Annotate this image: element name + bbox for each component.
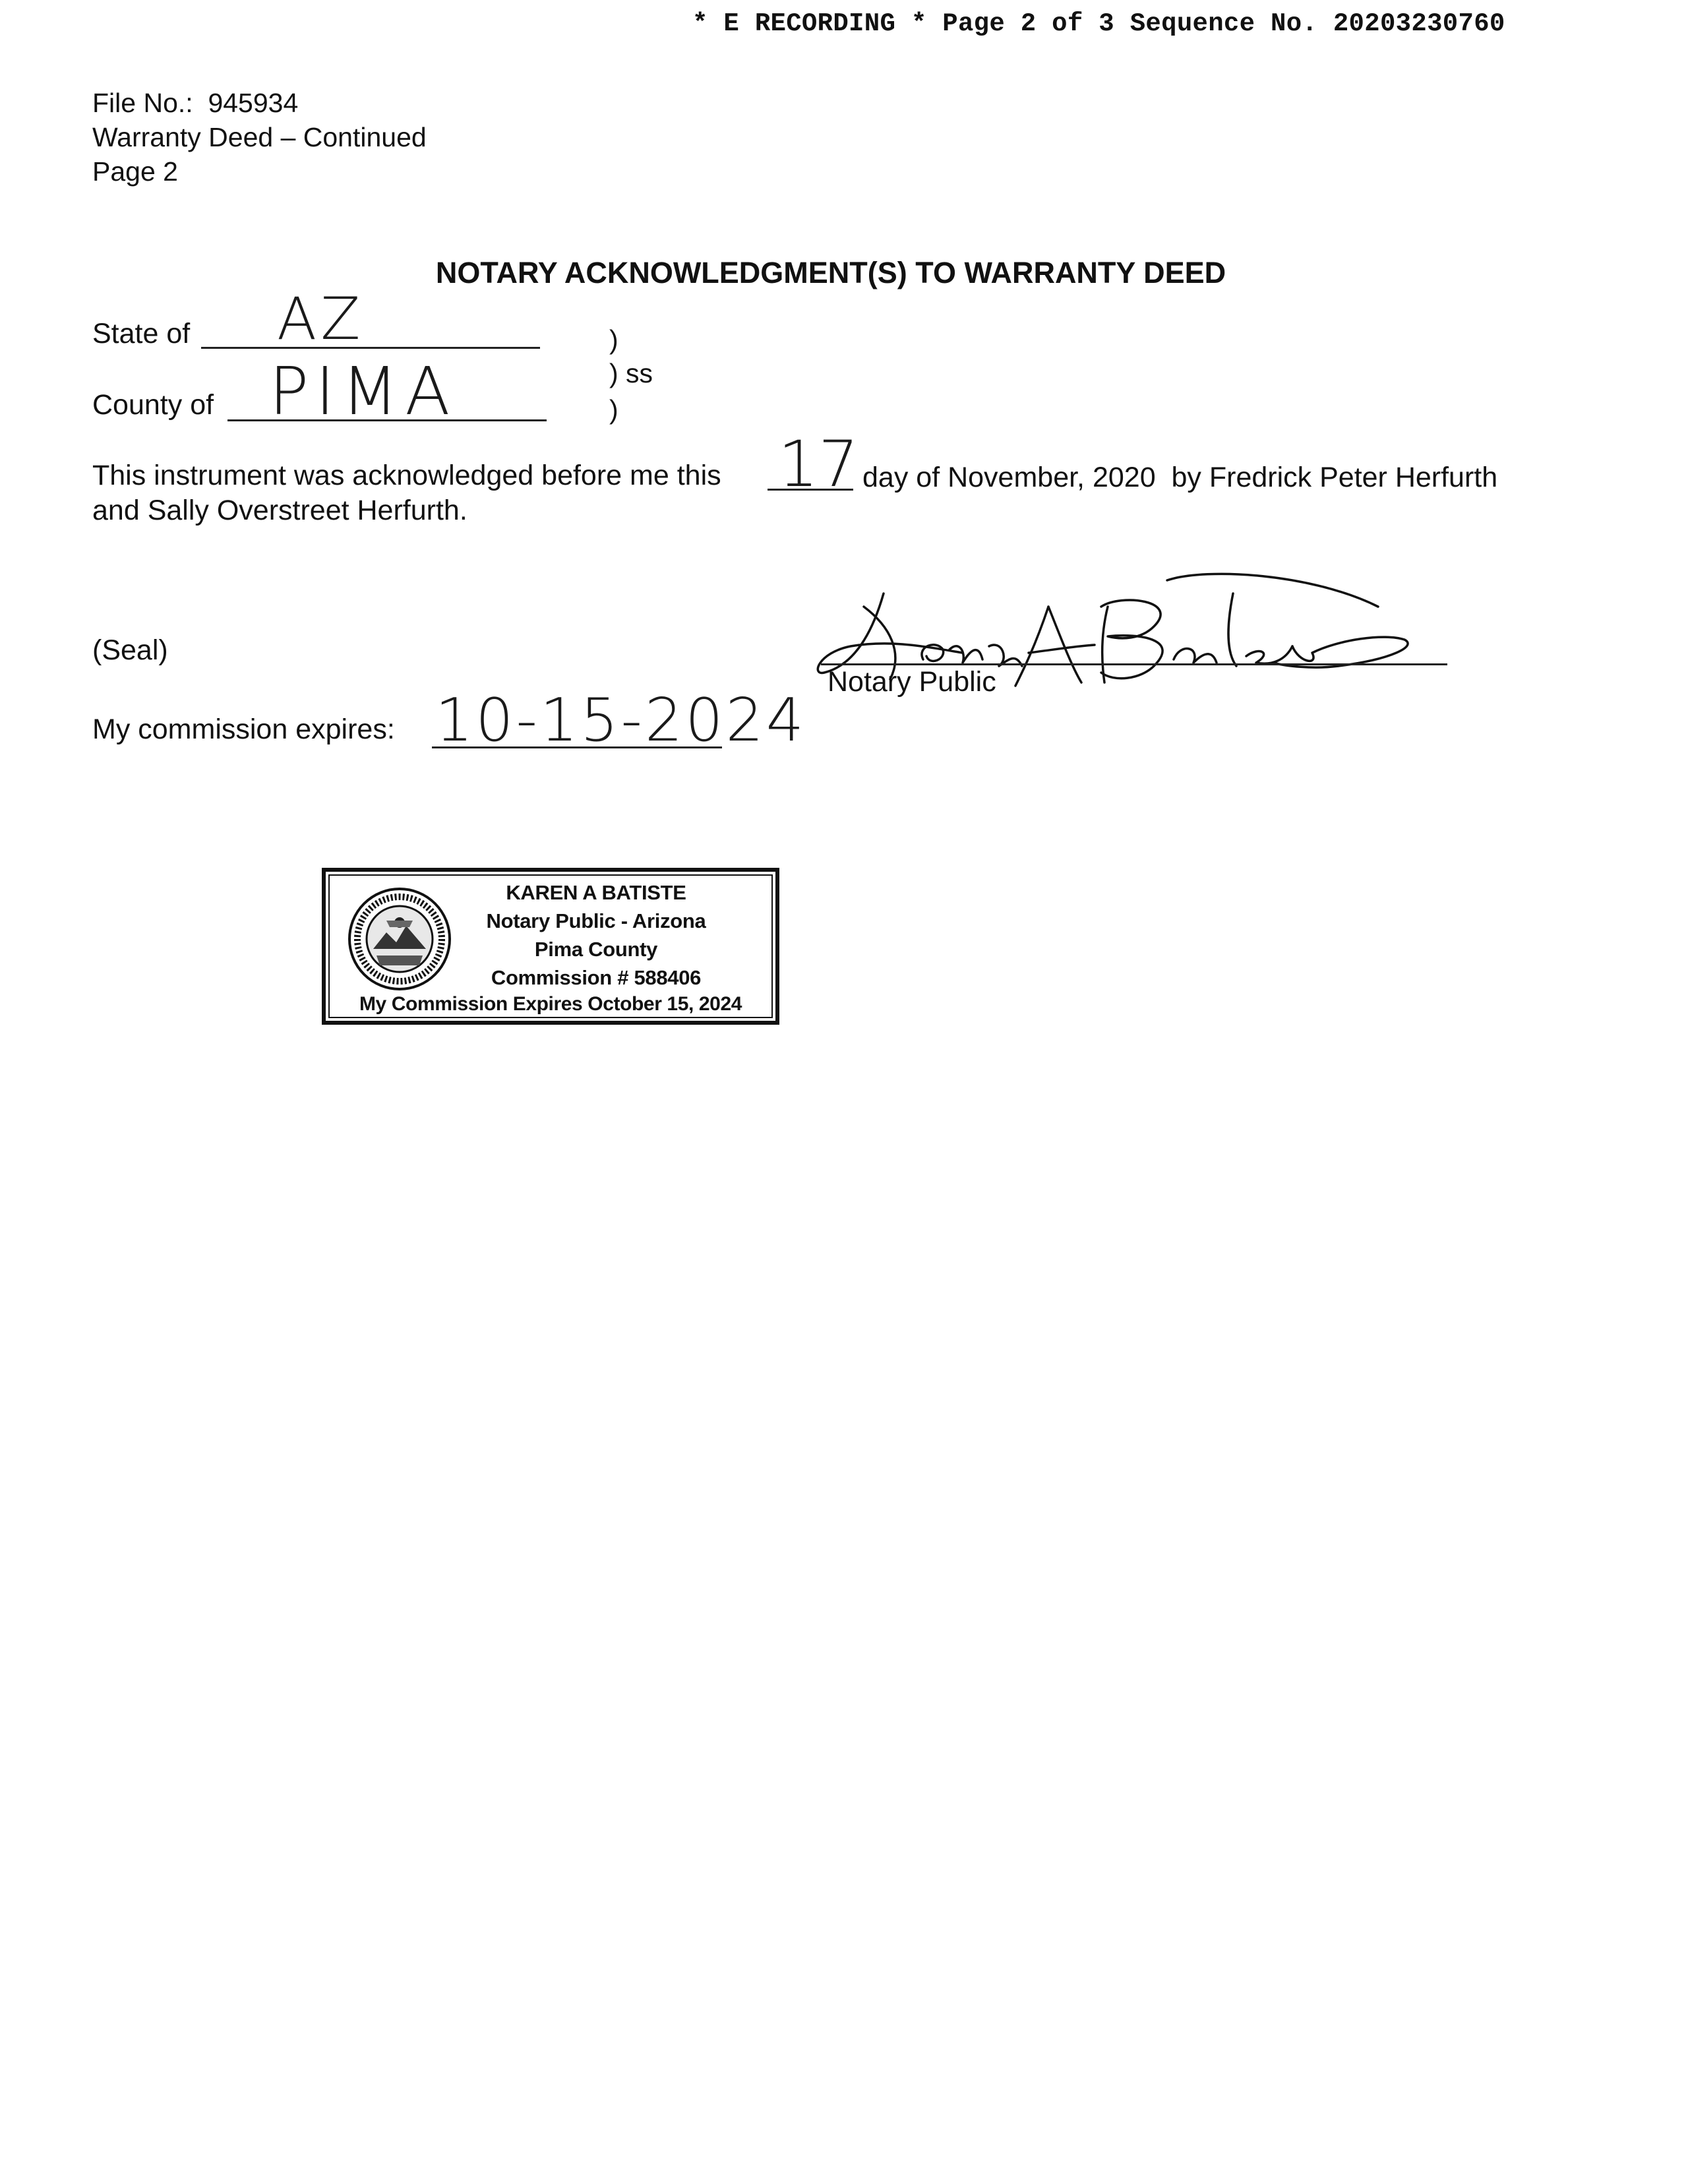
stamp-commission: Commission # 588406 [491,966,702,989]
stamp-county: Pima County [534,938,658,961]
venue-bracket-bottom: ) [609,394,618,425]
page-title: NOTARY ACKNOWLEDGMENT(S) TO WARRANTY DEED [435,256,1226,289]
stamp-name: KAREN A BATISTE [506,881,686,904]
venue-bracket-top: ) [609,324,618,355]
stamp-expiration: My Commission Expires October 15, 2024 [359,993,742,1015]
ack-text-line2: and Sally Overstreet Herfurth. [92,495,467,526]
county-label: County of [92,389,214,421]
commission-handwritten-date: 10-15-2024 [435,686,807,755]
day-handwritten-value: 17 [778,427,859,501]
state-handwritten-value: AZ [277,285,365,353]
venue-bracket-ss: ) ss [609,358,653,388]
state-underline [201,347,540,349]
stamp-title: Notary Public - Arizona [486,909,706,932]
county-handwritten-value: PIMA [269,353,457,430]
commission-expires-label: My commission expires: [92,713,395,745]
stamp-text-block [458,878,735,992]
document-title: Warranty Deed – Continued [92,122,427,152]
ack-text-after: day of November, 2020 by Fredrick Peter Herfurth [862,462,1498,493]
file-info [92,86,427,189]
recording-header: * E RECORDING * Page 2 of 3 Sequence No. 20203230760 [692,9,1505,38]
notary-public-label: Notary Public [828,666,996,698]
file-number-line [92,86,427,120]
file-no-label: File No.: [92,88,193,118]
page-label: Page 2 [92,156,178,187]
file-no-value: 945934 [208,88,299,118]
ack-text-before: This instrument was acknowledged before me this [92,460,721,491]
state-label: State of [92,318,191,349]
signature-line [821,663,1447,665]
notary-stamp [322,868,779,1025]
arizona-state-seal-icon [347,886,452,992]
seal-label: (Seal) [92,634,168,666]
